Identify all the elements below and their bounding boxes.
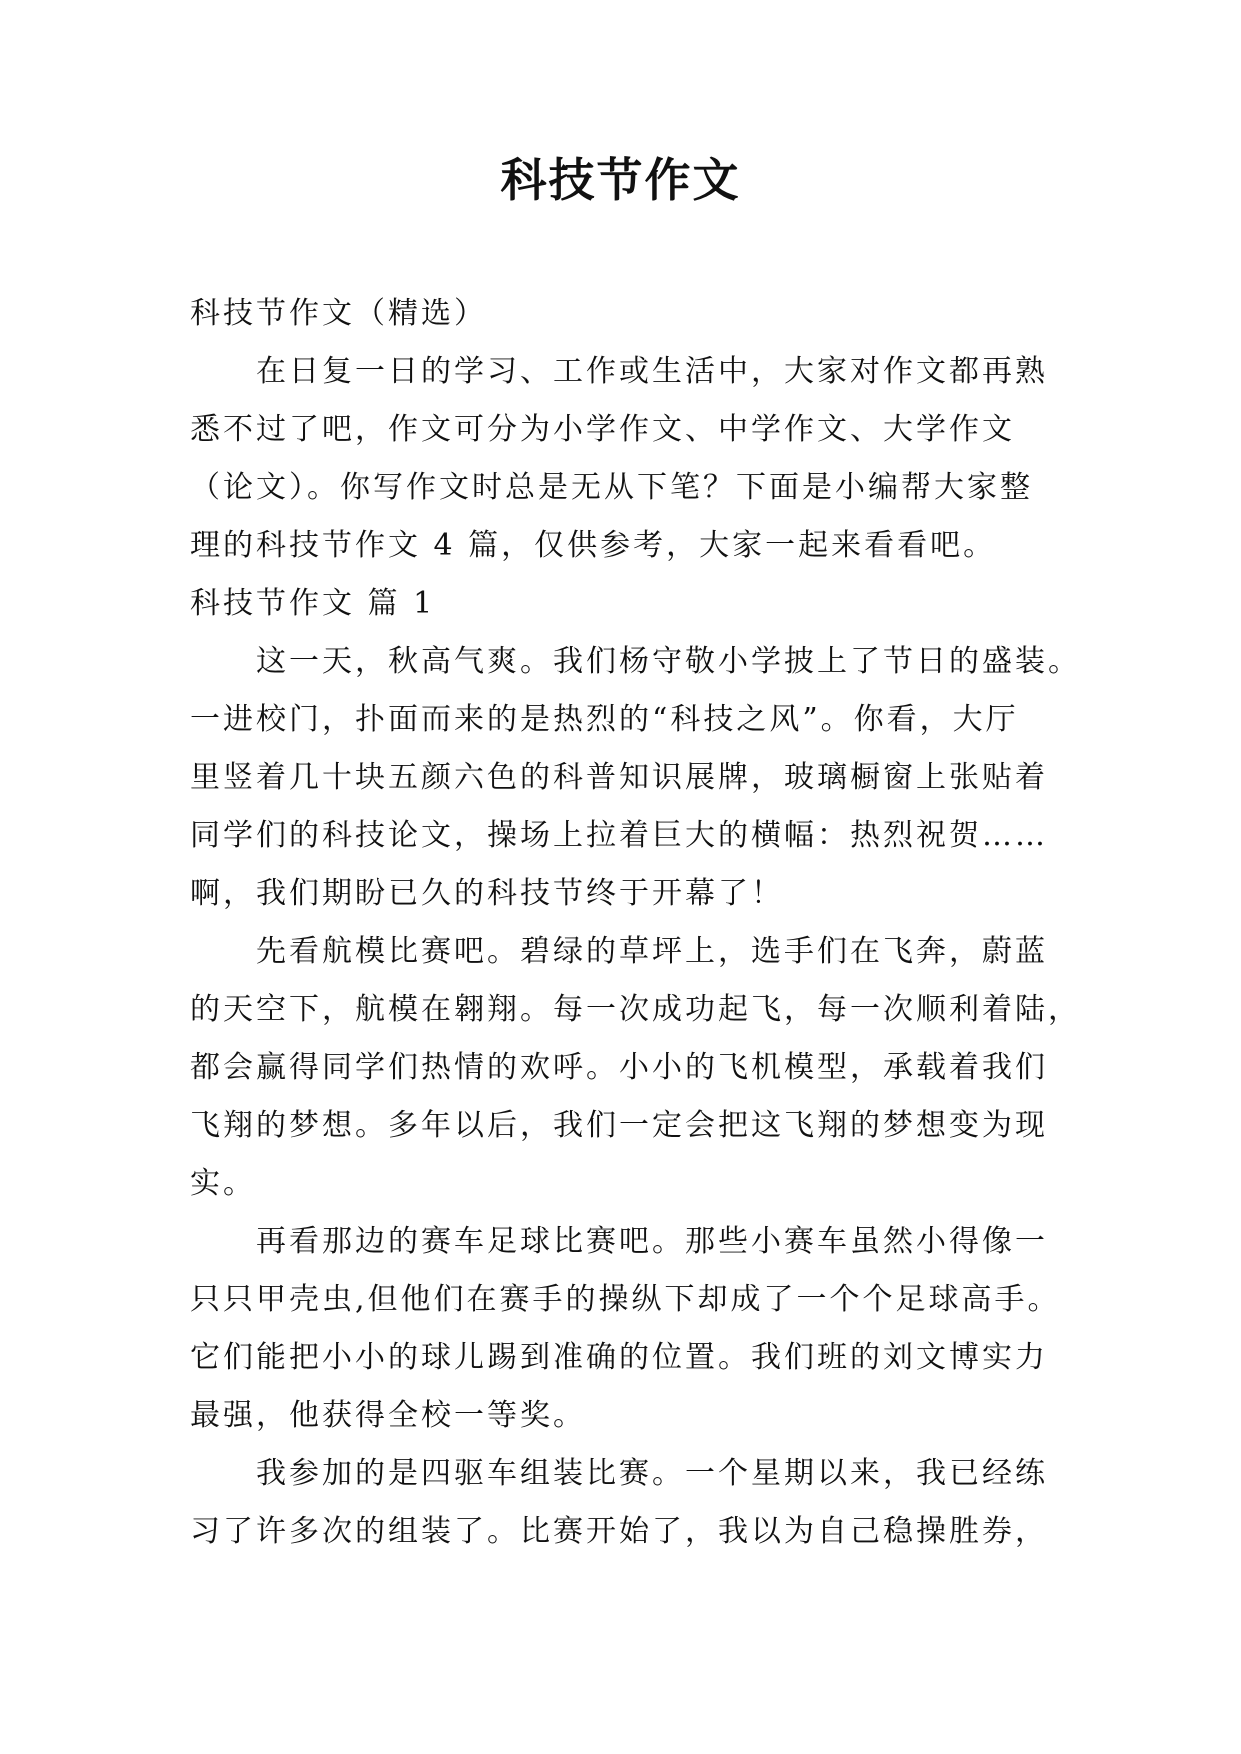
paragraph-line: 同学们的科技论文，操场上拉着巨大的横幅：热烈祝贺…… — [190, 818, 1048, 853]
paragraph-line: 理的科技节作文 4 篇，仅供参考，大家一起来看看吧。 — [190, 528, 997, 563]
paragraph-line: 的天空下，航模在翱翔。每一次成功起飞，每一次顺利着陆， — [190, 992, 1081, 1027]
paragraph-line: 我参加的是四驱车组装比赛。一个星期以来，我已经练 — [256, 1456, 1048, 1491]
paragraph-line: 先看航模比赛吧。碧绿的草坪上，选手们在飞奔，蔚蓝 — [256, 934, 1048, 969]
subtitle-line: 科技节作文（精选） — [190, 296, 487, 331]
document-body — [190, 285, 1081, 1561]
paragraph-line: 再看那边的赛车足球比赛吧。那些小赛车虽然小得像一 — [256, 1224, 1048, 1259]
paragraph-line: 一进校门，扑面而来的是热烈的“科技之风”。你看，大厅 — [190, 702, 1019, 737]
paragraph-line: 都会赢得同学们热情的欢呼。小小的飞机模型，承载着我们 — [190, 1050, 1048, 1085]
paragraph-line: 只只甲壳虫,但他们在赛手的操纵下却成了一个个足球高手。 — [190, 1282, 1061, 1317]
paragraph-line: 它们能把小小的球儿踢到准确的位置。我们班的刘文博实力 — [190, 1340, 1048, 1375]
section-heading: 科技节作文 篇 1 — [190, 586, 436, 621]
paragraph-line: 悉不过了吧，作文可分为小学作文、中学作文、大学作文 — [190, 412, 1015, 447]
paragraph-line: 啊，我们期盼已久的科技节终于开幕了！ — [190, 876, 784, 911]
paragraph-line: 飞翔的梦想。多年以后，我们一定会把这飞翔的梦想变为现 — [190, 1108, 1048, 1143]
paragraph-line: 习了许多次的组装了。比赛开始了，我以为自己稳操胜券， — [190, 1514, 1048, 1549]
paragraph-line: 里竖着几十块五颜六色的科普知识展牌，玻璃橱窗上张贴着 — [190, 760, 1048, 795]
document-title: 科技节作文 — [500, 153, 741, 207]
paragraph-line: 在日复一日的学习、工作或生活中，大家对作文都再熟 — [256, 354, 1048, 389]
paragraph-line: 实。 — [190, 1166, 256, 1201]
paragraph-line: 这一天，秋高气爽。我们杨守敬小学披上了节日的盛装。 — [256, 644, 1081, 679]
paragraph-line: （论文）。你写作文时总是无从下笔？下面是小编帮大家整 — [190, 470, 1033, 505]
paragraph-line: 最强，他获得全校一等奖。 — [190, 1398, 586, 1433]
